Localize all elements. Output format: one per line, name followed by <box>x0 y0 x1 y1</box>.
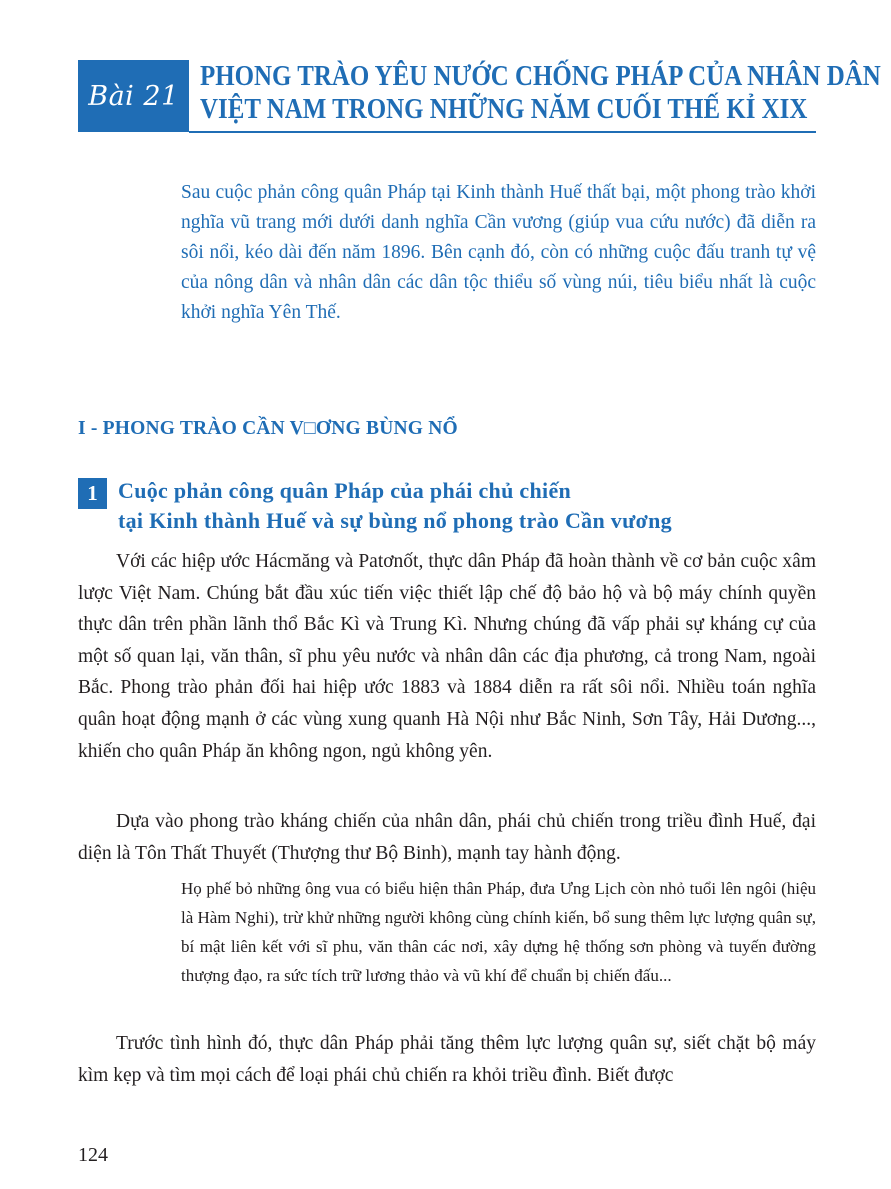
lesson-title <box>200 60 881 126</box>
page-number: 124 <box>78 1144 108 1166</box>
body-paragraph-3: Trước tình hình đó, thực dân Pháp phải tăng thêm lực lượng quân sự, siết chặt bộ máy kìm kẹp và tìm mọi cách để loại phái chủ chiến ra khỏi triều đình. Biết được <box>78 1033 816 1086</box>
subsection-number-badge <box>78 478 107 509</box>
subsection-title-line-1: Cuộc phản công quân Pháp của phái chủ chiến <box>118 478 572 503</box>
detail-paragraph: Họ phế bỏ những ông vua có biểu hiện thân Pháp, đưa Ưng Lịch còn nhỏ tuổi lên ngôi (hiệu là Hàm Nghi), trừ khử những người không cùng chính kiến, bổ sung thêm lực lượng quân sự, bí mật liên kết với sĩ phu, văn thân các nơi, xây dựng hệ thống sơn phòng và tuyến đường thượng đạo, ra sức tích trữ lương thảo và vũ khí để chuẩn bị chiến đấu... <box>181 879 816 985</box>
subsection-number: 1 <box>87 481 98 505</box>
lesson-badge-label: Bài 21 <box>88 80 179 112</box>
subsection-title <box>118 476 818 536</box>
section-heading: I - PHONG TRÀO CẦN V□ƠNG BÙNG NỔ <box>78 418 458 439</box>
lesson-badge <box>78 60 189 132</box>
subsection-title-line-2: tại Kinh thành Huế và sự bùng nổ phong trào Cần vương <box>118 508 672 533</box>
title-underline <box>189 131 816 133</box>
body-paragraph-2: Dựa vào phong trào kháng chiến của nhân dân, phái chủ chiến trong triều đình Huế, đại diện là Tôn Thất Thuyết (Thượng thư Bộ Binh), mạnh tay hành động. <box>78 811 816 864</box>
body-paragraph-1: Với các hiệp ước Hácmăng và Patơnốt, thực dân Pháp đã hoàn thành về cơ bản cuộc xâm lược Việt Nam. Chúng bắt đầu xúc tiến việc thiết lập chế độ bảo hộ và bộ máy chính quyền thực dân trên phần lãnh thổ Bắc Kì và Trung Kì. Nhưng chúng đã vấp phải sự kháng cự của một số quan lại, văn thân, sĩ phu yêu nước và nhân dân các địa phương, cả trong Nam, ngoài Bắc. Phong trào phản đối hai hiệp ước 1883 và 1884 diễn ra rất sôi nổi. Nhiều toán nghĩa quân hoạt động mạnh ở các vùng xung quanh Hà Nội như Bắc Ninh, Sơn Tây, Hải Dương..., khiến cho quân Pháp ăn không ngon, ngủ không yên. <box>78 551 816 762</box>
lesson-title-line-1: PHONG TRÀO YÊU NƯỚC CHỐNG PHÁP CỦA NHÂN DÂN <box>200 60 881 92</box>
intro-paragraph: Sau cuộc phản công quân Pháp tại Kinh thành Huế thất bại, một phong trào khởi nghĩa vũ trang mới dưới danh nghĩa Cần vương (giúp vua cứu nước) đã diễn ra sôi nổi, kéo dài đến năm 1896. Bên cạnh đó, còn có những cuộc đấu tranh tự vệ của nông dân và nhân dân các dân tộc thiểu số vùng núi, tiêu biểu nhất là cuộc khởi nghĩa Yên Thế. <box>181 182 816 323</box>
lesson-title-line-2: VIỆT NAM TRONG NHỮNG NĂM CUỐI THẾ KỈ XIX <box>200 93 808 125</box>
